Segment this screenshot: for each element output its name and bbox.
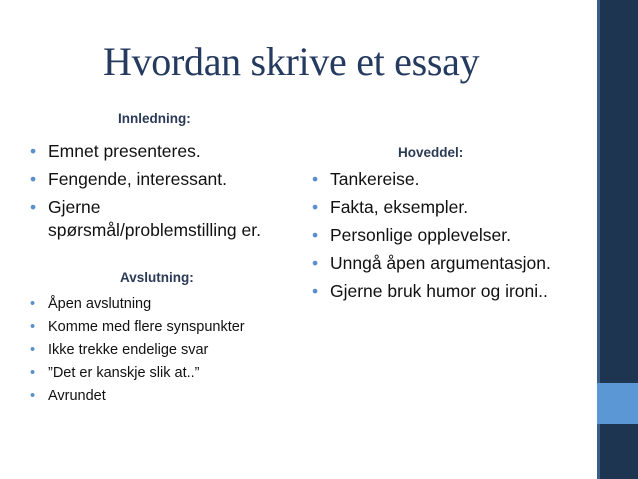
sidebar-accent-square (597, 383, 638, 424)
bullet-icon: • (30, 365, 36, 381)
list-item: • Ikke trekke endelige svar (30, 342, 209, 358)
bullet-icon: • (312, 281, 319, 301)
innledning-heading: Innledning: (118, 111, 191, 126)
avslutning-list (30, 296, 300, 411)
list-item: • Fakta, eksempler. (312, 197, 469, 217)
list-item: • Gjerne spørsmål/problemstilling er. (30, 197, 261, 240)
list-item: • Emnet presenteres. (30, 141, 201, 161)
hoveddel-heading: Hoveddel: (398, 145, 464, 160)
list-item: • Gjerne bruk humor og ironi.. (312, 281, 548, 301)
list-item: • Unngå åpen argumentasjon. (312, 253, 551, 273)
list-item: • Tankereise. (312, 169, 420, 189)
slide-title: Hvordan skrive et essay (103, 39, 480, 84)
bullet-icon: • (30, 169, 37, 189)
avslutning-heading: Avslutning: (120, 270, 194, 285)
hoveddel-list (312, 168, 557, 308)
list-item: • Åpen avslutning (30, 296, 152, 312)
list-item: • ”Det er kanskje slik at..” (30, 365, 200, 381)
bullet-icon: • (312, 253, 319, 273)
bullet-icon: • (30, 388, 36, 404)
list-item: • Avrundet (30, 388, 106, 404)
bullet-icon: • (30, 296, 36, 312)
list-item: • Personlige opplevelser. (312, 225, 511, 245)
bullet-icon: • (30, 342, 36, 358)
list-item: • Fengende, interessant. (30, 169, 228, 189)
bullet-icon: • (312, 225, 319, 245)
bullet-icon: • (312, 197, 319, 217)
innledning-list (30, 140, 292, 247)
bullet-icon: • (30, 197, 37, 217)
list-item: • Komme med flere synspunkter (30, 319, 245, 335)
bullet-icon: • (30, 319, 36, 335)
bullet-icon: • (30, 141, 37, 161)
bullet-icon: • (312, 169, 319, 189)
